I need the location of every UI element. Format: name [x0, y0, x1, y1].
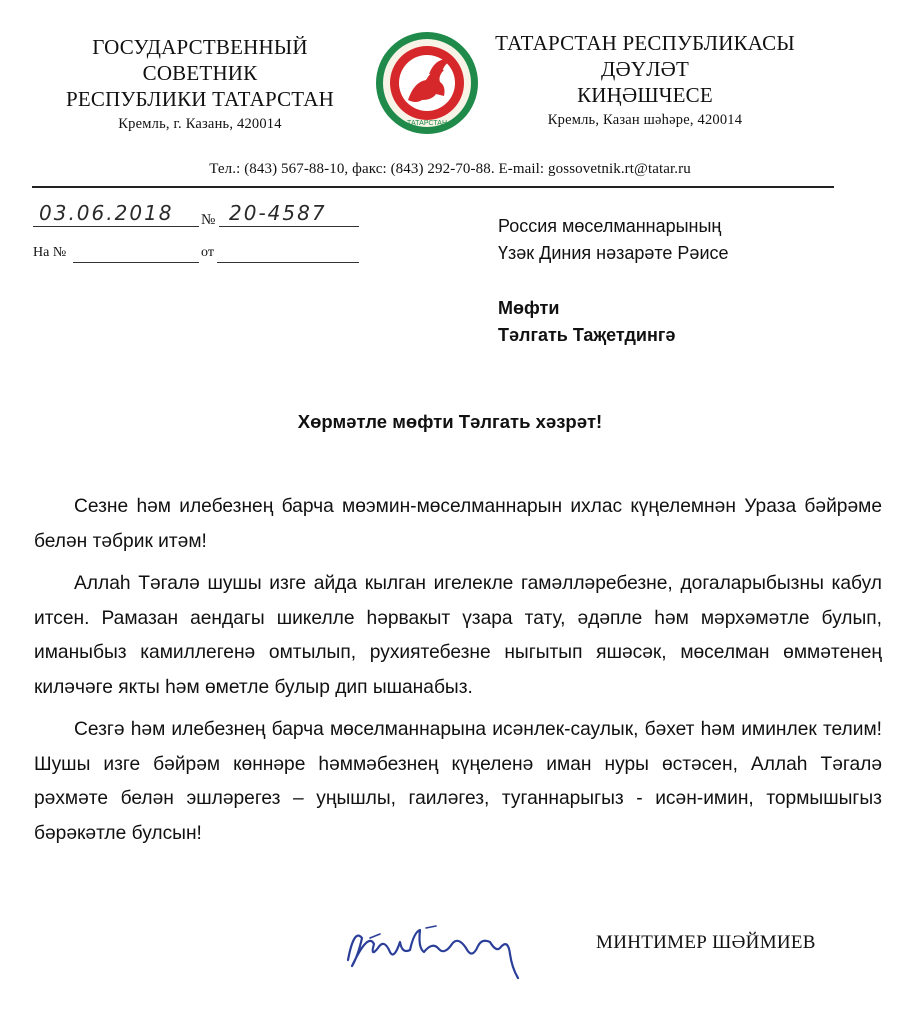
signer-name: МИНТИМЕР ШӘЙМИЕВ: [596, 932, 816, 953]
ref-number-line: [73, 240, 199, 263]
header-divider: [32, 186, 834, 188]
registration-date-row: [33, 200, 363, 226]
addressee-title: Мөфти: [498, 298, 560, 318]
addressee-block: [498, 213, 729, 267]
header-right-address: Кремль, Казан шәһәре, 420014: [547, 112, 743, 128]
number-sign: №: [201, 212, 216, 228]
ref-from-label: от: [201, 245, 214, 260]
ref-number-label: На №: [33, 245, 67, 260]
header-left-address: Кремль, г. Казань, 420014: [118, 116, 282, 132]
addressee-line-1: Россия мөселманнарының: [498, 216, 722, 236]
ref-from-line: [217, 240, 359, 263]
header-right-block: [480, 30, 810, 130]
contacts-line: Тел.: (843) 567-88-10, факс: (843) 292-70-88. E-mail: gossovetnik.rt@tatar.ru: [209, 161, 691, 177]
salutation: Хөрмәтле мөфти Тәлгать хәзрәт!: [297, 411, 603, 432]
registration-date: 03.06.2018: [39, 201, 174, 225]
header-left-line-1: ГОСУДАРСТВЕННЫЙ: [92, 35, 308, 59]
registration-number: 20-4587: [229, 201, 327, 225]
handwritten-signature: [340, 908, 540, 988]
header-left-line-2: СОВЕТНИК: [142, 61, 258, 85]
letter-body: [34, 490, 882, 859]
header-right-line-2: ДӘҮЛӘТ: [600, 57, 690, 81]
emblem-text: ТАТАРСТАН: [406, 120, 448, 127]
paragraph-1: Сезне һәм илебезнең барча мөэмин-мөселманнарын ихлас күңелемнән Ураза бәйрәме белән тәбрик итәм!: [34, 496, 882, 552]
tatarstan-emblem-icon: [374, 30, 480, 136]
header-right-line-3: КИҢӘШЧЕСЕ: [577, 83, 713, 107]
addressee-line-2: Үзәк Диния нәзарәте Рәисе: [498, 243, 729, 263]
paragraph-3: Сезгә һәм илебезнең барча мөселманнарына исәнлек-саулык, бәхет һәм иминлек телим! Шушы изге бәйрәм көннәре һәммәбезнең күңеленә иман нуры өстәсен, Аллаһ Тәгалә рәхмәте белән эшләрегез – уңышлы, гаиләгез, туганнарыгыз - исән-имин, тормышыгыз бәрәкәтле булсын!: [34, 719, 882, 844]
addressee-name: Тәлгать Таҗетдингә: [498, 325, 676, 345]
addressee-name-block: [498, 295, 675, 349]
paragraph-2: Аллаһ Тәгалә шушы изге айда кылган игелекле гамәлләребезне, догаларыбызны кабул итсен. Рамазан аендагы шикелле һәрвакыт үзара тату, әдәпле һәм мәрхәмәтле булып, иманыбыз камиллегенә омтылып, рухиятебезне ныгытып яшәсәк, мөселман өммәтенең киләчәге якты һәм өметле булыр дип ышанабыз.: [34, 573, 882, 698]
reference-row: [33, 240, 363, 266]
header-left-line-3: РЕСПУБЛИКИ ТАТАРСТАН: [65, 87, 335, 111]
header-left-block: [40, 34, 360, 134]
header-right-line-1: ТАТАРСТАН РЕСПУБЛИКАСЫ: [495, 31, 795, 55]
